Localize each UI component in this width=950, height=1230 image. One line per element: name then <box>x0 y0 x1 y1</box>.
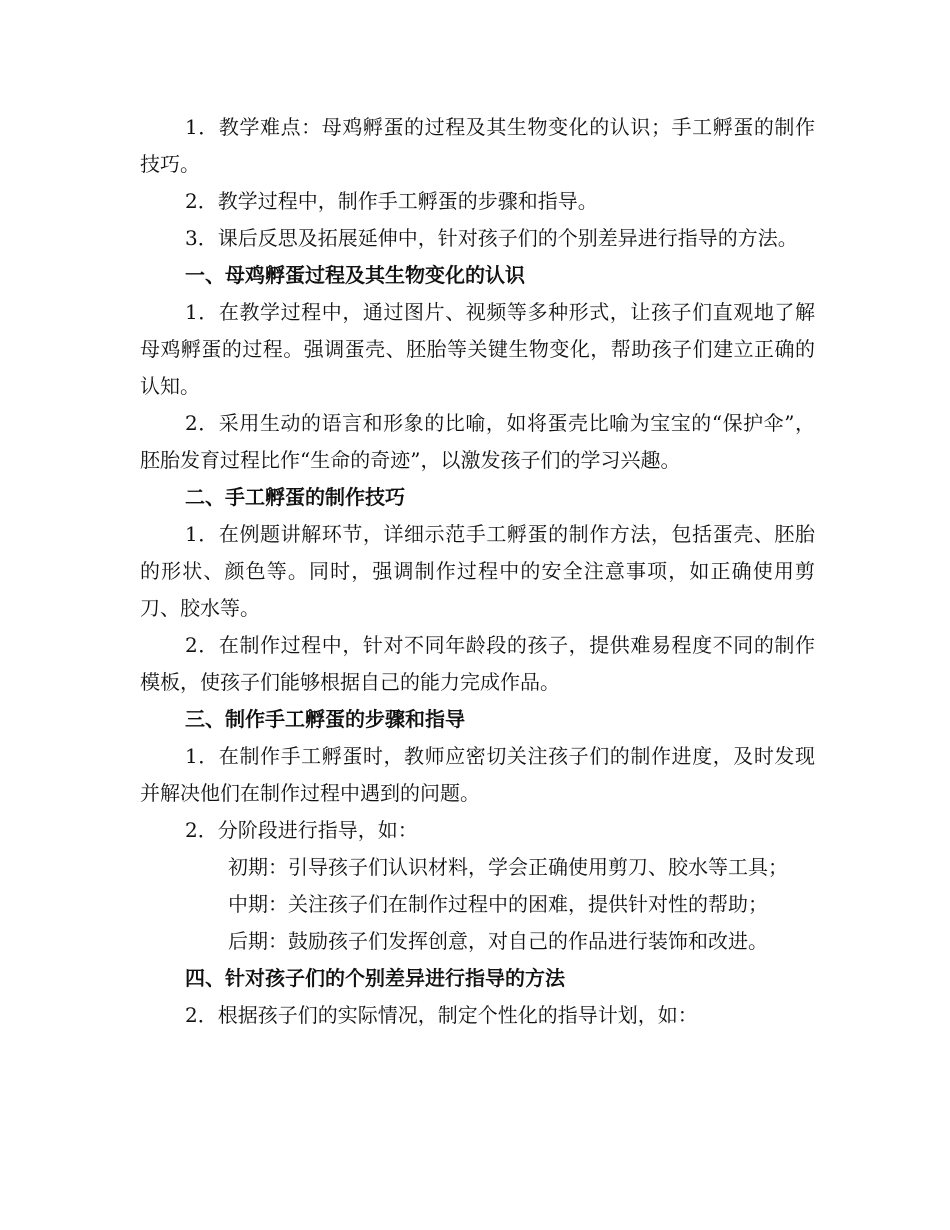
paragraph-section2-item1: 1．在例题讲解环节，详细示范手工孵蛋的制作方法，包括蛋壳、胚胎的形状、颜色等。同时，强调制作过程中的安全注意事项，如正确使用剪刀、胶水等。 <box>140 522 815 620</box>
document-body <box>140 109 815 1034</box>
section-heading-1: 一、母鸡孵蛋过程及其生物变化的认识 <box>185 263 525 287</box>
paragraph-difficulty-3: 3．课后反思及拓展延伸中，针对孩子们的个别差异进行指导的方法。 <box>185 226 798 250</box>
paragraph-stage-early: 初期：引导孩子们认识材料，学会正确使用剪刀、胶水等工具； <box>228 855 788 879</box>
paragraph-stage-late: 后期：鼓励孩子们发挥创意，对自己的作品进行装饰和改进。 <box>228 929 768 953</box>
paragraph-section1-item2: 2．采用生动的语言和形象的比喻，如将蛋壳比喻为宝宝的“保护伞”，胚胎发育过程比作“生命的奇迹”，以激发孩子们的学习兴趣。 <box>140 411 815 472</box>
paragraph-difficulty-2: 2．教学过程中，制作手工孵蛋的步骤和指导。 <box>185 189 598 213</box>
paragraph-section1-item1: 1．在教学过程中，通过图片、视频等多种形式，让孩子们直观地了解母鸡孵蛋的过程。强调蛋壳、胚胎等关键生物变化，帮助孩子们建立正确的认知。 <box>140 300 815 398</box>
section-heading-4: 四、针对孩子们的个别差异进行指导的方法 <box>185 966 565 990</box>
paragraph-section3-item1: 1．在制作手工孵蛋时，教师应密切关注孩子们的制作进度，及时发现并解决他们在制作过程中遇到的问题。 <box>140 744 815 805</box>
paragraph-section2-item2: 2．在制作过程中，针对不同年龄段的孩子，提供难易程度不同的制作模板，使孩子们能够根据自己的能力完成作品。 <box>140 633 815 694</box>
paragraph-difficulty-1: 1．教学难点：母鸡孵蛋的过程及其生物变化的认识；手工孵蛋的制作技巧。 <box>140 115 815 176</box>
section-heading-3: 三、制作手工孵蛋的步骤和指导 <box>185 707 465 731</box>
section-heading-2: 二、手工孵蛋的制作技巧 <box>185 485 405 509</box>
paragraph-section4-item2: 2．根据孩子们的实际情况，制定个性化的指导计划，如： <box>185 1003 698 1027</box>
paragraph-section3-item2: 2．分阶段进行指导，如： <box>185 818 418 842</box>
paragraph-stage-middle: 中期：关注孩子们在制作过程中的困难，提供针对性的帮助； <box>228 892 768 916</box>
